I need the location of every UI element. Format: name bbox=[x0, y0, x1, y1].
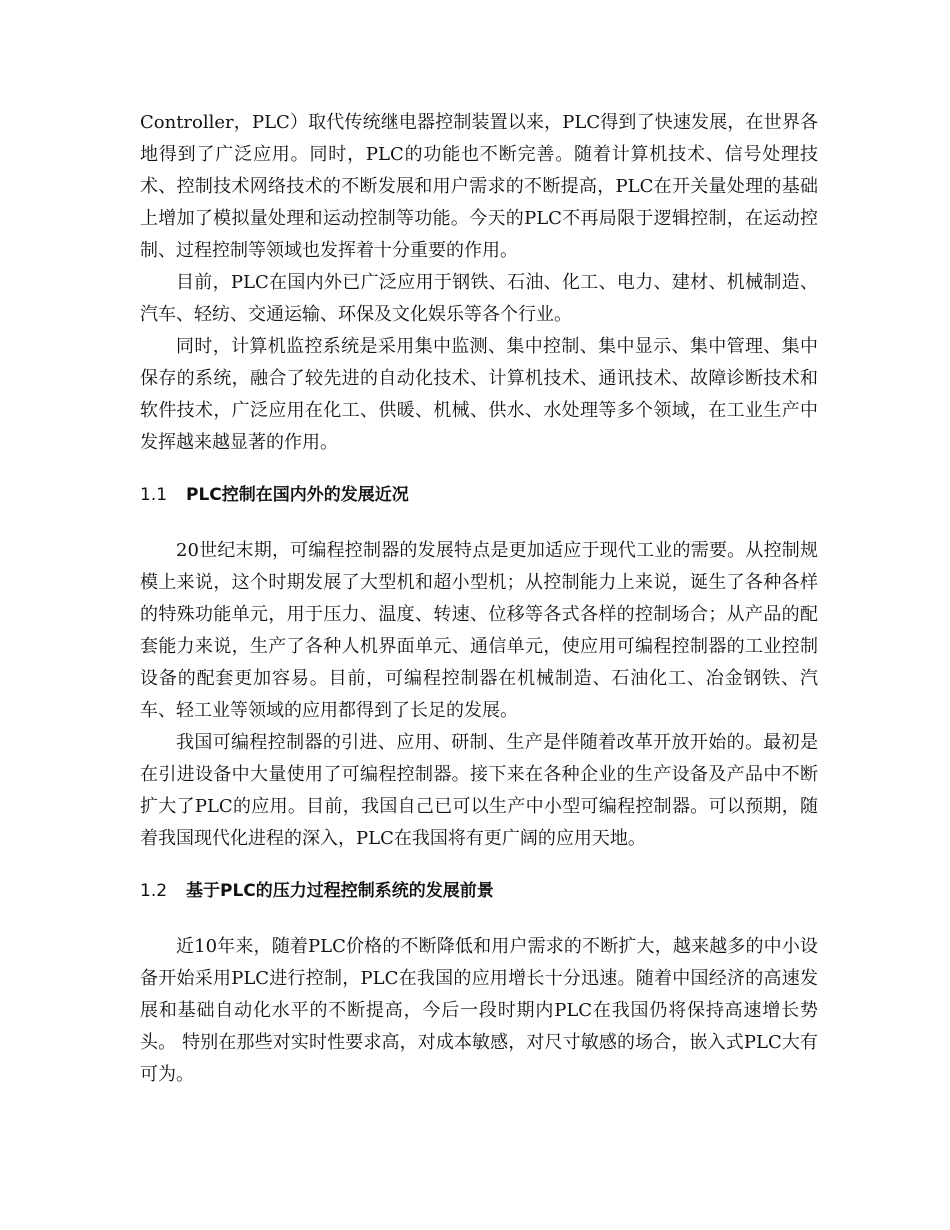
intro-paragraph-1: Controller，PLC）取代传统继电器控制装置以来，PLC得到了快速发展，在世界各地得到了广泛应用。同时，PLC的功能也不断完善。随着计算机技术、信号处理技术、控制技术网络技术的不断发展和用户需求的不断提高，PLC在开关量处理的基础上增加了模拟量处理和运动控制等功能。今天的PLC不再局限于逻辑控制，在运动控制、过程控制等领域也发挥着十分重要的作用。 bbox=[140, 112, 818, 261]
section-heading-1-1 bbox=[140, 479, 818, 511]
document-page bbox=[140, 107, 818, 1091]
section-title: 基于PLC的压力过程控制系统的发展前景 bbox=[186, 881, 494, 901]
section-1-1-paragraph-1: 20世纪末期，可编程控制器的发展特点是更加适应于现代工业的需要。从控制规模上来说，这个时期发展了大型机和超小型机；从控制能力上来说，诞生了各种各样的特殊功能单元，用于压力、温度、转速、位移等各式各样的控制场合；从产品的配套能力来说，生产了各种人机界面单元、通信单元，使应用可编程控制器的工业控制设备的配套更加容易。目前，可编程控制器在机械制造、石油化工、冶金钢铁、汽车、轻工业等领域的应用都得到了长足的发展。 bbox=[140, 540, 818, 721]
section-number: 1.2 bbox=[140, 881, 168, 901]
section-title: PLC控制在国内外的发展近况 bbox=[186, 485, 409, 505]
section-heading-1-2 bbox=[140, 875, 818, 907]
section-1-1-paragraph-2: 我国可编程控制器的引进、应用、研制、生产是伴随着改革开放开始的。最初是在引进设备中大量使用了可编程控制器。接下来在各种企业的生产设备及产品中不断扩大了PLC的应用。目前，我国自己已可以生产中小型可编程控制器。可以预期，随着我国现代化进程的深入，PLC在我国将有更广阔的应用天地。 bbox=[140, 732, 818, 849]
intro-paragraph-2: 目前，PLC在国内外已广泛应用于钢铁、石油、化工、电力、建材、机械制造、汽车、轻纺、交通运输、环保及文化娱乐等各个行业。 bbox=[140, 272, 818, 325]
intro-paragraph-3: 同时，计算机监控系统是采用集中监测、集中控制、集中显示、集中管理、集中保存的系统，融合了较先进的自动化技术、计算机技术、通讯技术、故障诊断技术和软件技术，广泛应用在化工、供暖、机械、供水、水处理等多个领域，在工业生产中发挥越来越显著的作用。 bbox=[140, 336, 818, 453]
section-1-2-paragraph-1: 近10年来，随着PLC价格的不断降低和用户需求的不断扩大，越来越多的中小设备开始采用PLC进行控制，PLC在我国的应用增长十分迅速。随着中国经济的高速发展和基础自动化水平的不断提高，今后一段时期内PLC在我国仍将保持高速增长势头。 特别在那些对实时性要求高，对成本敏感，对尺寸敏感的场合，嵌入式PLC大有可为。 bbox=[140, 936, 818, 1085]
section-number: 1.1 bbox=[140, 485, 168, 505]
